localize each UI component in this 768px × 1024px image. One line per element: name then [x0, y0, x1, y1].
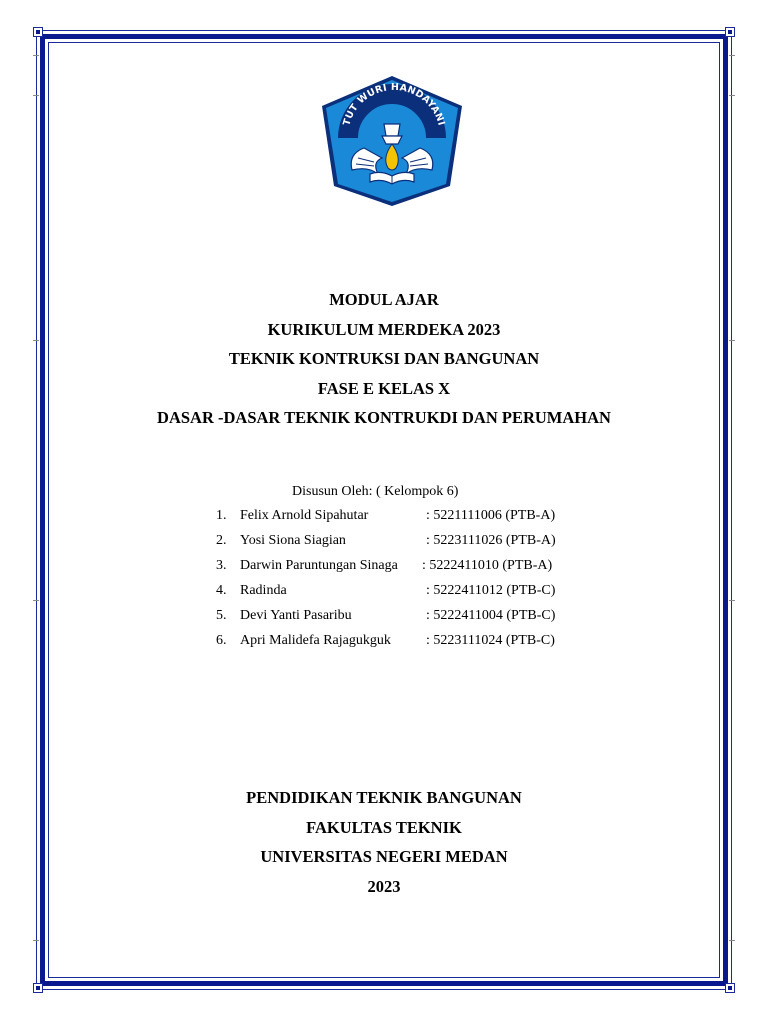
- title-block: [60, 285, 708, 433]
- faculty: FAKULTAS TEKNIK: [306, 817, 462, 837]
- year: 2023: [367, 876, 401, 896]
- author-number: 1.: [216, 508, 227, 523]
- border-tick: [33, 340, 39, 341]
- tut-wuri-handayani-logo: [318, 74, 466, 208]
- university: UNIVERSITAS NEGERI MEDAN: [260, 847, 508, 866]
- border-tick: [33, 600, 39, 601]
- author-id: : 5223111026 (PTB-A): [426, 533, 556, 548]
- author-number: 4.: [216, 583, 227, 598]
- author-id: : 5221111006 (PTB-A): [426, 508, 556, 523]
- author-name: Darwin Paruntungan Sinaga: [240, 558, 398, 573]
- border-tick: [33, 940, 39, 941]
- border-tick: [729, 600, 735, 601]
- author-number: 3.: [216, 558, 227, 573]
- authors-heading: Disusun Oleh: ( Kelompok 6): [292, 484, 459, 499]
- author-name: Apri Malidefa Rajagukguk: [240, 633, 391, 648]
- border-tick: [33, 95, 39, 96]
- border-corner-bottom-right: [725, 983, 735, 993]
- border-tick: [33, 55, 39, 56]
- department: PENDIDIKAN TEKNIK BANGUNAN: [246, 788, 522, 807]
- author-id: : 5222411004 (PTB-C): [426, 608, 556, 623]
- author-number: 2.: [216, 533, 227, 548]
- border-tick: [729, 940, 735, 941]
- author-id: : 5222411012 (PTB-C): [426, 583, 556, 598]
- border-tick: [729, 340, 735, 341]
- title-modul-ajar: MODUL AJAR: [329, 290, 439, 309]
- author-number: 6.: [216, 633, 227, 648]
- author-number: 5.: [216, 608, 227, 623]
- logo-motto: TUT WURI HANDAYANI: [341, 81, 447, 127]
- author-name: Radinda: [240, 583, 287, 598]
- border-corner-bottom-left: [33, 983, 43, 993]
- author-name: Yosi Siona Siagian: [240, 533, 346, 548]
- author-name: Devi Yanti Pasaribu: [240, 608, 352, 623]
- author-name: Felix Arnold Sipahutar: [240, 508, 369, 523]
- border-corner-top-left: [33, 27, 43, 37]
- title-subject: DASAR -DASAR TEKNIK KONTRUKDI DAN PERUMAHAN: [157, 408, 611, 427]
- institution-block: [60, 783, 708, 901]
- author-id: : 5223111024 (PTB-C): [426, 633, 555, 648]
- border-tick: [729, 55, 735, 56]
- border-corner-top-right: [725, 27, 735, 37]
- title-fase-kelas: FASE E KELAS X: [317, 378, 451, 398]
- border-tick: [729, 95, 735, 96]
- author-id: : 5222411010 (PTB-A): [422, 558, 553, 573]
- title-kurikulum: KURIKULUM MERDEKA 2023: [267, 319, 501, 339]
- title-program: TEKNIK KONTRUKSI DAN BANGUNAN: [228, 349, 540, 368]
